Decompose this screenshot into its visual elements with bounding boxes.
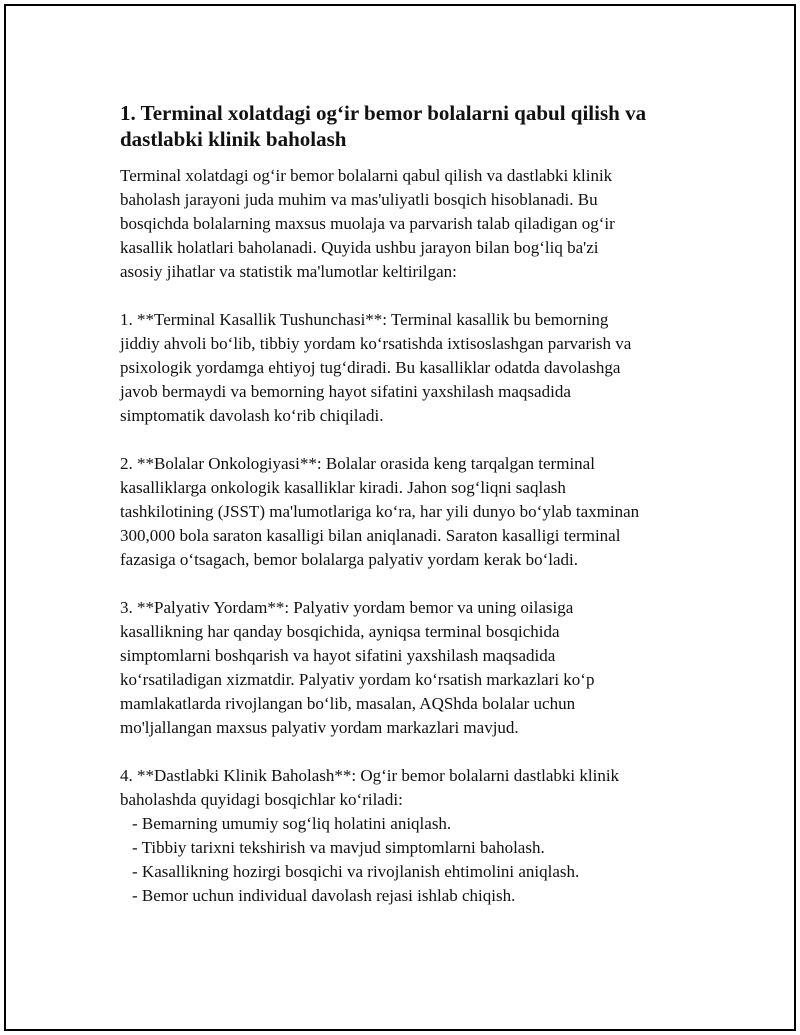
section-pediatric-oncology: 2. **Bolalar Onkologiyasi**: Bolalar orasida keng tarqalgan terminal kasalliklarga onkologik kasalliklar kiradi. Jahon sog‘liqni saqlash tashkilotining (JSST) ma'lumotlariga ko‘ra, har yili dunyo bo‘ylab taxminan 300,000 bola saraton kasalligi bilan aniqlanadi. Saraton kasalligi terminal fazasiga o‘tsagach, bemor bolalarga palyativ yordam kerak bo‘ladi.: [120, 454, 640, 569]
section-terminal-disease: 1. **Terminal Kasallik Tushunchasi**: Terminal kasallik bu bemorning jiddiy ahvoli bo‘lib, tibbiy yordam ko‘rsatishda ixtisoslashgan parvarish va psixologik yordamga ehtiyoj tug‘diradi. Bu kasalliklar odatda davolashga javob bermaydi va bemorning hayot sifatini yaxshilash maqsadida simptomatik davolash ko‘rib chiqiladi.: [120, 310, 632, 425]
list-item: - Kasallikning hozirgi bosqichi va rivojlanish ehtimolini aniqlash.: [132, 862, 580, 881]
page-frame: [4, 4, 796, 1031]
section-palliative-care: 3. **Palyativ Yordam**: Palyativ yordam bemor va uning oilasiga kasallikning har qanday bosqichida, ayniqsa terminal bosqichida simptomlarni boshqarish va hayot sifatini yaxshilash maqsadida ko‘rsatiladigan xizmatdir. Palyativ yordam ko‘rsatish markazlari ko‘p mamlakatlarda rivojlangan bo‘lib, masalan, AQShda bolalar uchun mo'ljallangan maxsus palyativ yordam markazlari mavjud.: [120, 598, 595, 737]
assessment-steps-list: [120, 812, 692, 908]
document-body: [120, 100, 692, 908]
intro-paragraph: Terminal xolatdagi og‘ir bemor bolalarni qabul qilish va dastlabki klinik baholash jarayoni juda muhim va mas'uliyatli bosqich hisoblanadi. Bu bosqichda bolalarning maxsus muolaja va parvarish talab qiladigan og‘ir kasallik holatlari baholanadi. Quyida ushbu jarayon bilan bog‘liq ba'zi asosiy jihatlar va statistik ma'lumotlar keltirilgan:: [120, 166, 615, 281]
list-item: - Bemor uchun individual davolash rejasi ishlab chiqish.: [132, 886, 516, 905]
list-item: - Bemarning umumiy sog‘liq holatini aniqlash.: [132, 814, 452, 833]
list-item: - Tibbiy tarixni tekshirish va mavjud simptomlarni baholash.: [132, 838, 545, 857]
section-clinical-assessment: 4. **Dastlabki Klinik Baholash**: Og‘ir bemor bolalarni dastlabki klinik baholashda quyidagi bosqichlar ko‘riladi:: [120, 766, 620, 809]
section-heading: 1. Terminal xolatdagi og‘ir bemor bolalarni qabul qilish va dastlabki klinik baholash: [120, 101, 647, 151]
